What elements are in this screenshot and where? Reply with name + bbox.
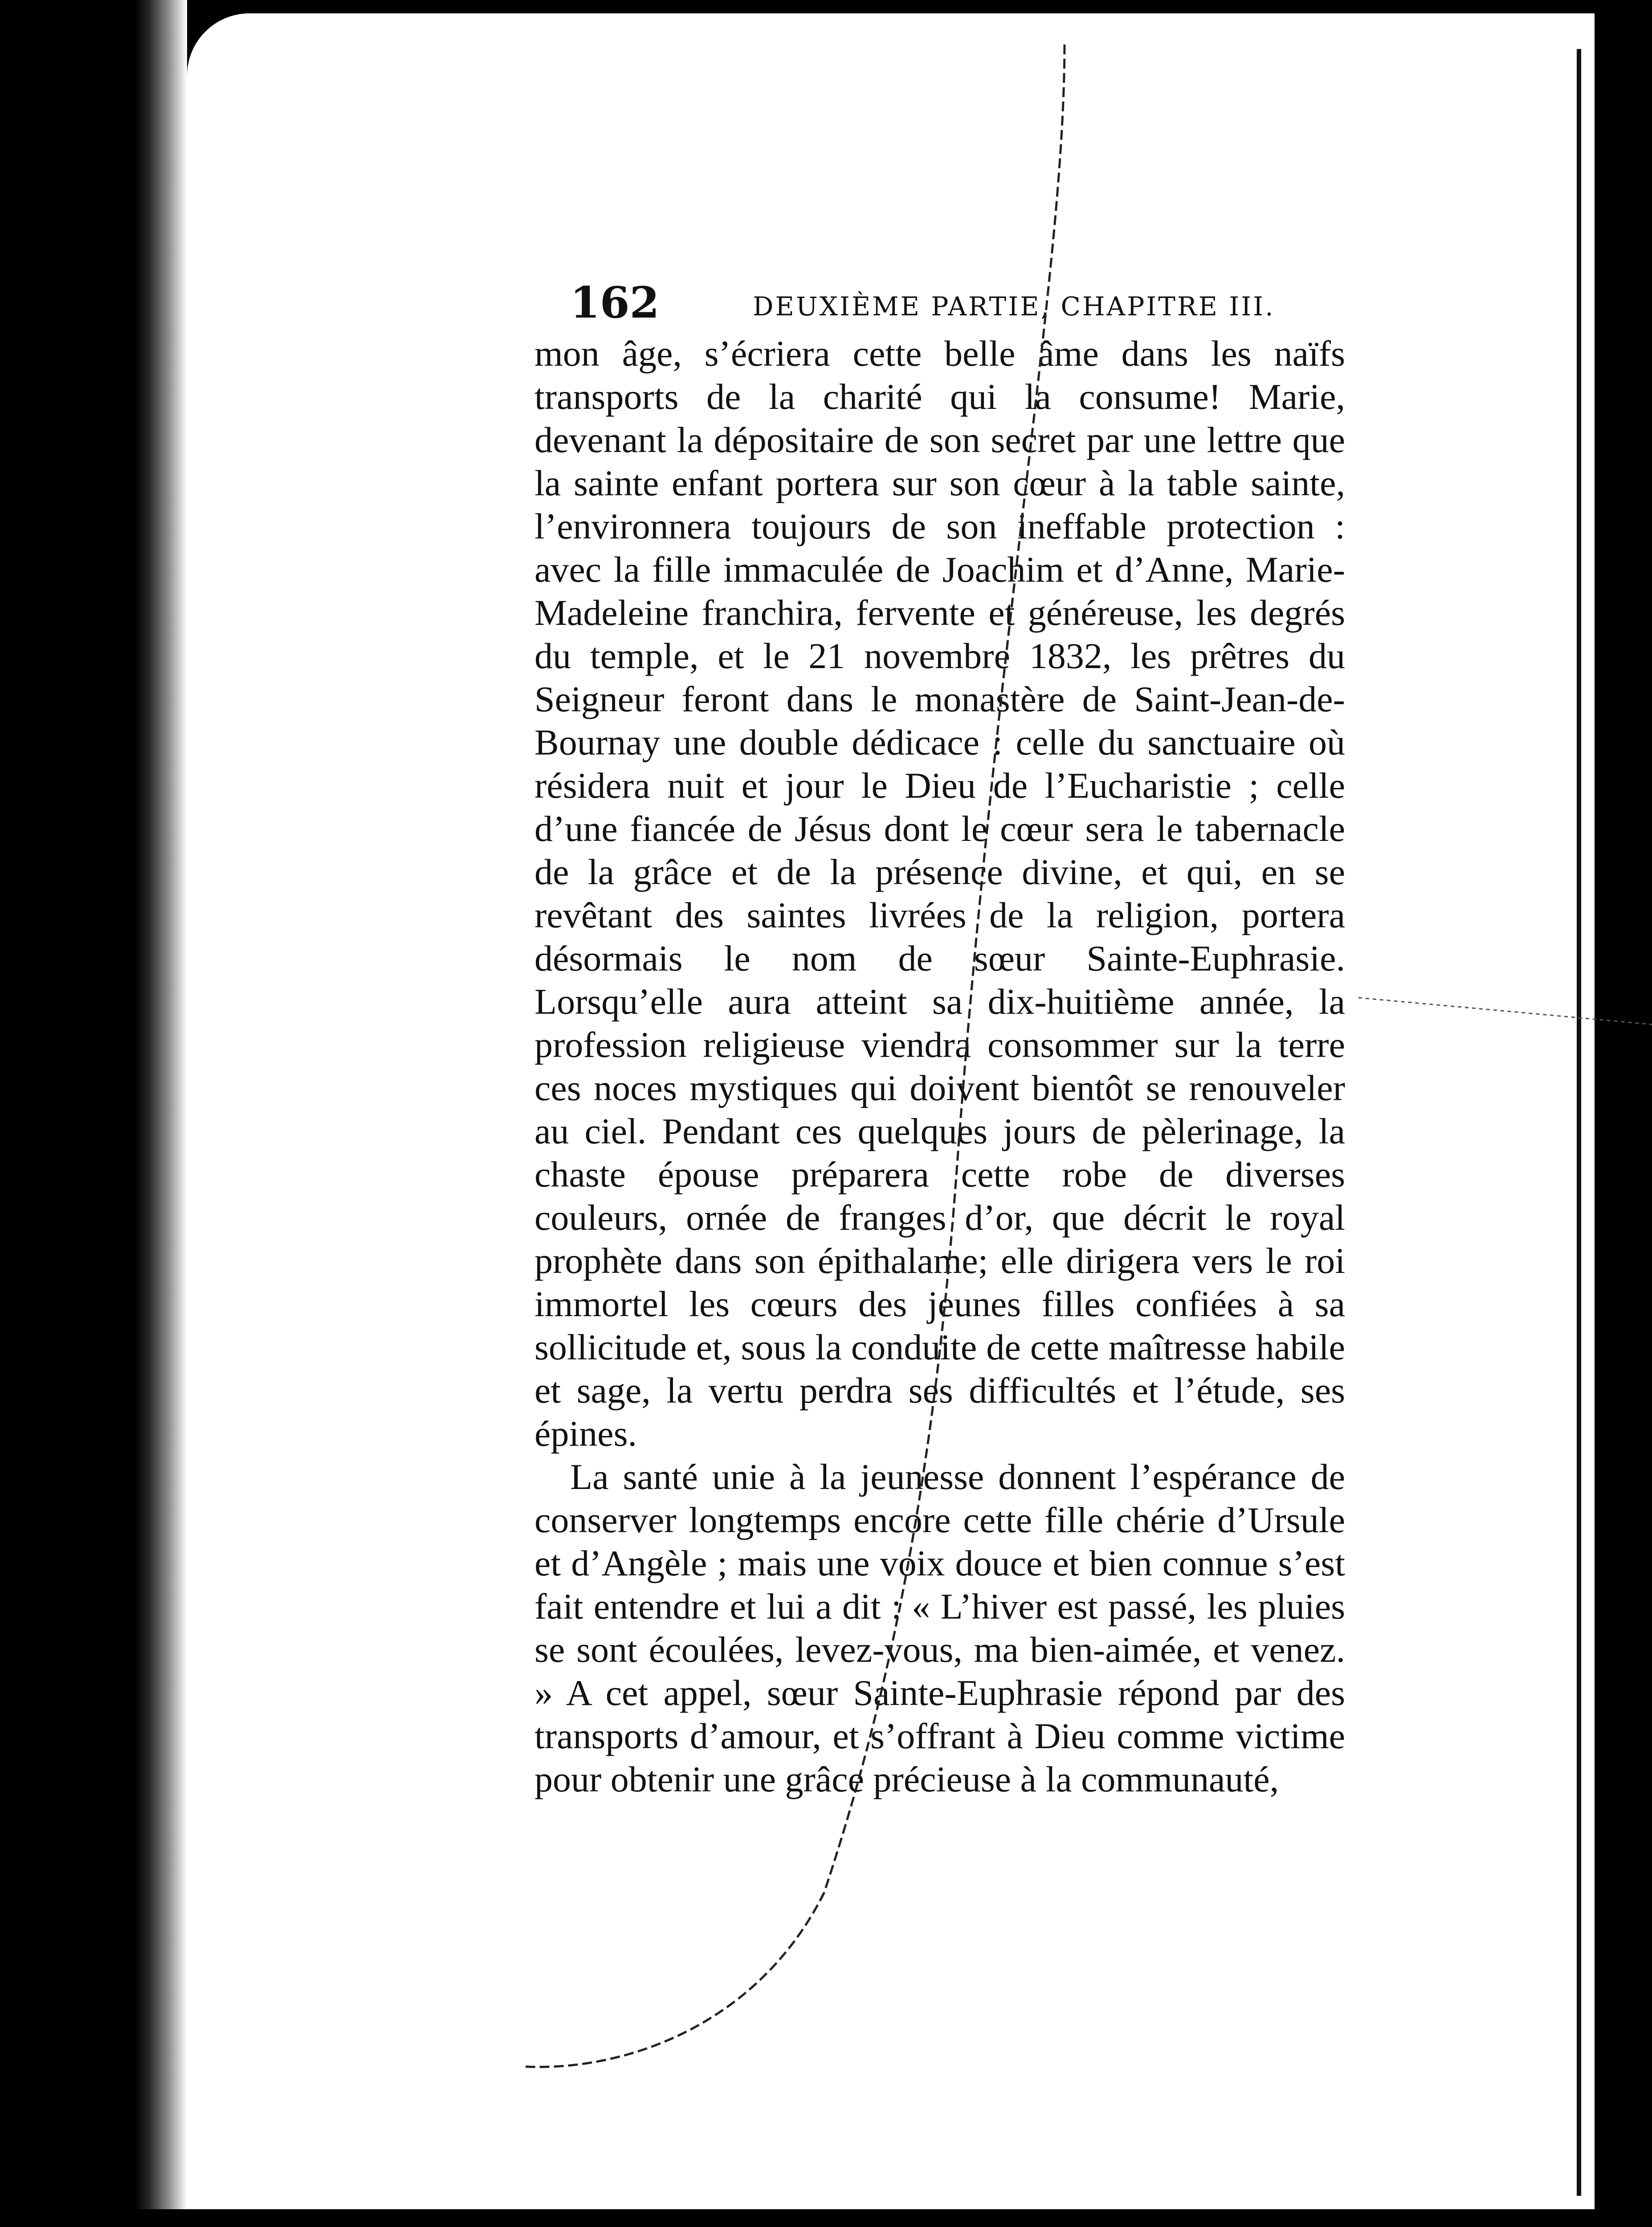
paragraph: La santé unie à la jeunesse donnent l’espérance de conserver longtemps encore cette fille chérie d’Ursule et d’Angèle ; mais une voix douce et bien connue s’est fait entendre et lui a dit : « L’hiver est passé, les pluies se sont écoulées, levez-vous, ma bien-aimée, et venez. » A cet appel, sœur Sainte-Euphrasie répond par des transports d’amour, et s’offrant à Dieu comme victime pour obtenir une grâce précieuse à la communauté, xyxy=(534,1456,1345,1799)
page-body xyxy=(534,332,1345,1801)
running-title: DEUXIÈME PARTIE, CHAPITRE III. xyxy=(753,291,1275,322)
scan-left-edge xyxy=(0,0,187,2227)
paragraph: mon âge, s’écriera cette belle âme dans les naïfs transports de la charité qui la consume! Marie, devenant la dépositaire de son secret par une lettre que la sainte enfant portera sur son cœur à la table sainte, l’environnera toujours de son ineffable protection : avec la fille immaculée de Joachim et d’Anne, Marie-Madeleine franchira, fervente et généreuse, les degrés du temple, et le 21 novembre 1832, les prêtres du Seigneur feront dans le monastère de Saint-Jean-de-Bournay une double dédicace : celle du sanctuaire où résidera nuit et jour le Dieu de l’Eucharistie ; celle d’une fiancée de Jésus dont le cœur sera le tabernacle de la grâce et de la présence divine, et qui, en se revêtant des saintes livrées de la religion, portera désormais le nom de sœur Sainte-Euphrasie. Lorsqu’elle aura atteint sa dix-huitième année, la profession religieuse viendra consommer sur la terre ces noces mystiques qui doivent bientôt se renouveler au ciel. Pendant ces quelques jours de pèlerinage, la chaste épouse préparera cette robe de diverses couleurs, ornée de franges d’or, que décrit le royal prophète dans son épithalame; elle dirigera vers le roi immortel les cœurs des jeunes filles confiées à sa sollicitude et, sous la conduite de cette maîtresse habile et sage, la vertu perdra ses difficultés et l’étude, ses épines. xyxy=(534,333,1345,1454)
scan-bottom-edge xyxy=(0,2209,1652,2227)
scan-right-edge xyxy=(1595,0,1652,2227)
page-number: 162 xyxy=(570,277,660,328)
running-header xyxy=(570,276,1372,330)
page-gutter-rule xyxy=(1577,49,1581,2196)
